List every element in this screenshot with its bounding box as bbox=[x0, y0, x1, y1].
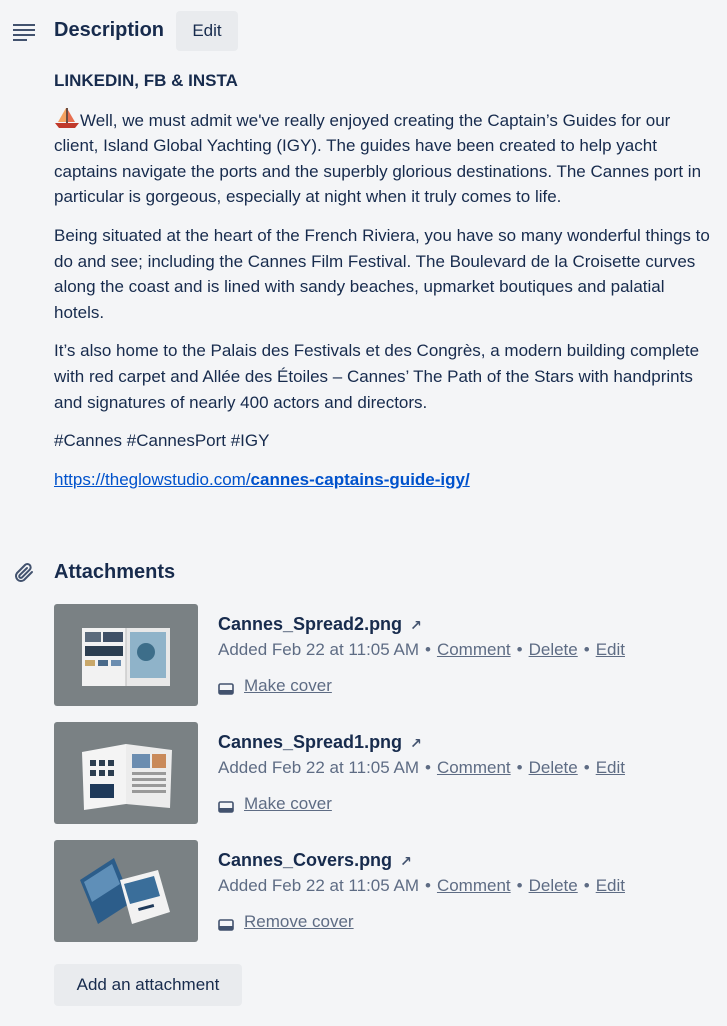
attachments-title: Attachments bbox=[54, 561, 176, 583]
separator-dot: • bbox=[516, 640, 523, 659]
attachment-thumbnail[interactable] bbox=[54, 604, 198, 706]
attachment-added: Added Feb 22 at 11:05 AM bbox=[218, 876, 419, 895]
separator-dot: • bbox=[516, 758, 523, 777]
paperclip-icon bbox=[11, 560, 37, 586]
separator-dot: • bbox=[583, 640, 590, 659]
description-paragraph: Being situated at the heart of the French Riviera, you have so many wonderful things to do and see; including the Cannes Film Festival. The Boulevard de la Croisette curves along the coast and is lined with sandy beaches, upmarket boutiques and palatial hotels. bbox=[54, 225, 710, 322]
attachment-thumbnail[interactable] bbox=[54, 840, 198, 942]
card-cover-icon bbox=[218, 798, 234, 810]
separator-dot: • bbox=[425, 758, 431, 777]
attachment-name[interactable]: Cannes_Spread2.png bbox=[218, 614, 403, 634]
edit-link[interactable]: Edit bbox=[595, 640, 625, 659]
external-link-icon[interactable]: ↗ bbox=[410, 735, 422, 751]
delete-link[interactable]: Delete bbox=[528, 640, 578, 659]
attachment-name[interactable]: Cannes_Spread1.png bbox=[218, 732, 403, 752]
separator-dot: • bbox=[425, 876, 431, 895]
make-cover-link[interactable]: Make cover bbox=[244, 794, 332, 813]
edit-description-button[interactable]: Edit bbox=[176, 11, 238, 51]
external-link-icon[interactable]: ↗ bbox=[410, 617, 422, 633]
external-link-icon[interactable]: ↗ bbox=[400, 853, 412, 869]
description-title: Description bbox=[54, 19, 165, 41]
delete-link[interactable]: Delete bbox=[528, 758, 578, 777]
description-paragraph: Well, we must admit we've really enjoyed creating the Captain’s Guides for our client, Island Global Yachting (IGY). The guides have been created to help yacht captains navigate the ports and the superbly glorious destinations. The Cannes port in particular is gorgeous, especially at night when it truly comes to life. bbox=[54, 107, 714, 210]
add-attachment-button[interactable]: Add an attachment bbox=[54, 964, 242, 1006]
attachment-item bbox=[54, 722, 714, 826]
description-body bbox=[54, 68, 714, 505]
separator-dot: • bbox=[583, 876, 590, 895]
attachment-added: Added Feb 22 at 11:05 AM bbox=[218, 640, 419, 659]
separator-dot: • bbox=[583, 758, 590, 777]
description-paragraph: It’s also home to the Palais des Festivals et des Congrès, a modern building complete with red carpet and Allée des Étoiles – Cannes’ The Path of the Stars with handprints and signatures of nearly 400 actors and directors. bbox=[54, 341, 700, 412]
delete-link[interactable]: Delete bbox=[528, 876, 578, 895]
remove-cover-link[interactable]: Remove cover bbox=[244, 912, 354, 931]
attachment-name[interactable]: Cannes_Covers.png bbox=[218, 850, 393, 870]
sailboat-icon bbox=[54, 107, 80, 129]
attachment-added: Added Feb 22 at 11:05 AM bbox=[218, 758, 419, 777]
card-cover-icon bbox=[218, 916, 234, 928]
edit-link[interactable]: Edit bbox=[595, 876, 625, 895]
separator-dot: • bbox=[516, 876, 523, 895]
attachment-item bbox=[54, 840, 714, 944]
make-cover-link[interactable]: Make cover bbox=[244, 676, 332, 695]
attachment-item bbox=[54, 604, 714, 708]
comment-link[interactable]: Comment bbox=[436, 758, 511, 777]
comment-link[interactable]: Comment bbox=[436, 640, 511, 659]
card-cover-icon bbox=[218, 680, 234, 692]
separator-dot: • bbox=[425, 640, 431, 659]
description-hashtags: #Cannes #CannesPort #IGY bbox=[54, 431, 270, 451]
edit-link[interactable]: Edit bbox=[595, 758, 625, 777]
description-icon bbox=[11, 19, 37, 45]
description-heading: LINKEDIN, FB & INSTA bbox=[54, 71, 238, 90]
description-link[interactable]: https://theglowstudio.com/cannes-captains-guide-igy/ bbox=[54, 469, 470, 489]
attachment-thumbnail[interactable] bbox=[54, 722, 198, 824]
comment-link[interactable]: Comment bbox=[436, 876, 511, 895]
